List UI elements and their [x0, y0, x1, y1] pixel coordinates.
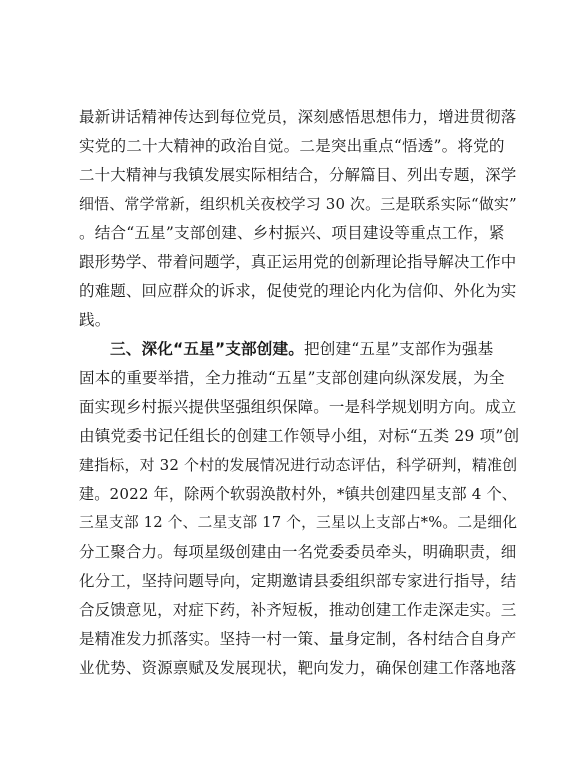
paragraph-line: 实党的二十大精神的政治自觉。二是突出重点“悟透”。将党的 [79, 137, 505, 155]
paragraph-line: 建。2022 年，除两个软弱涣散村外，*镇共创建四星支部 4 个、 [79, 485, 518, 503]
section-heading-rest: 把创建“五星”支部作为强基 [303, 340, 494, 358]
paragraph-line: 建指标，对 32 个村的发展情况进行动态评估，科学研判，精准创 [79, 456, 518, 474]
paragraph-line: 。结合“五星”支部创建、乡村振兴、项目建设等重点工作，紧 [79, 224, 505, 242]
paragraph-line: 合反馈意见，对症下药，补齐短板，推动创建工作走深走实。三 [79, 601, 517, 619]
paragraph-line: 最新讲话精神传达到每位党员，深刻感悟思想伟力，增进贯彻落 [79, 108, 517, 126]
paragraph-line: 跟形势学、带着问题学，真正运用党的创新理论指导解决工作中 [79, 253, 517, 271]
paragraph-line: 化分工，坚持问题导向，定期邀请县委组织部专家进行指导，结 [79, 572, 517, 590]
paragraph-line: 是精准发力抓落实。坚持一村一策、量身定制，各村结合自身产 [79, 630, 517, 648]
paragraph-line: 面实现乡村振兴提供坚强组织保障。一是科学规划明方向。成立 [79, 398, 517, 416]
section-first-line [110, 339, 519, 359]
paragraph-line: 由镇党委书记任组长的创建工作领导小组，对标“五类 29 项”创 [79, 427, 520, 445]
paragraph-line: 业优势、资源禀赋及发展现状，靶向发力，确保创建工作落地落 [79, 659, 517, 677]
paragraph-line: 分工聚合力。每项星级创建由一名党委委员牵头，明确职责，细 [79, 543, 517, 561]
paragraph-line: 践。 [79, 311, 111, 329]
section-heading: 三、深化“五星”支部创建。 [110, 340, 304, 358]
paragraph-line: 细悟、常学常新，组织机关夜校学习 30 次。三是联系实际“做实” [79, 195, 517, 213]
paragraph-line: 二十大精神与我镇发展实际相结合，分解篇目、列出专题，深学 [79, 166, 517, 184]
paragraph-line: 三星支部 12 个、二星支部 17 个，三星以上支部占*%。二是细化 [79, 514, 518, 531]
paragraph-line: 的难题、回应群众的诉求，促使党的理论内化为信仰、外化为实 [79, 282, 517, 300]
paragraph-line: 固本的重要举措，全力推动“五星”支部创建向纵深发展，为全 [79, 369, 505, 387]
